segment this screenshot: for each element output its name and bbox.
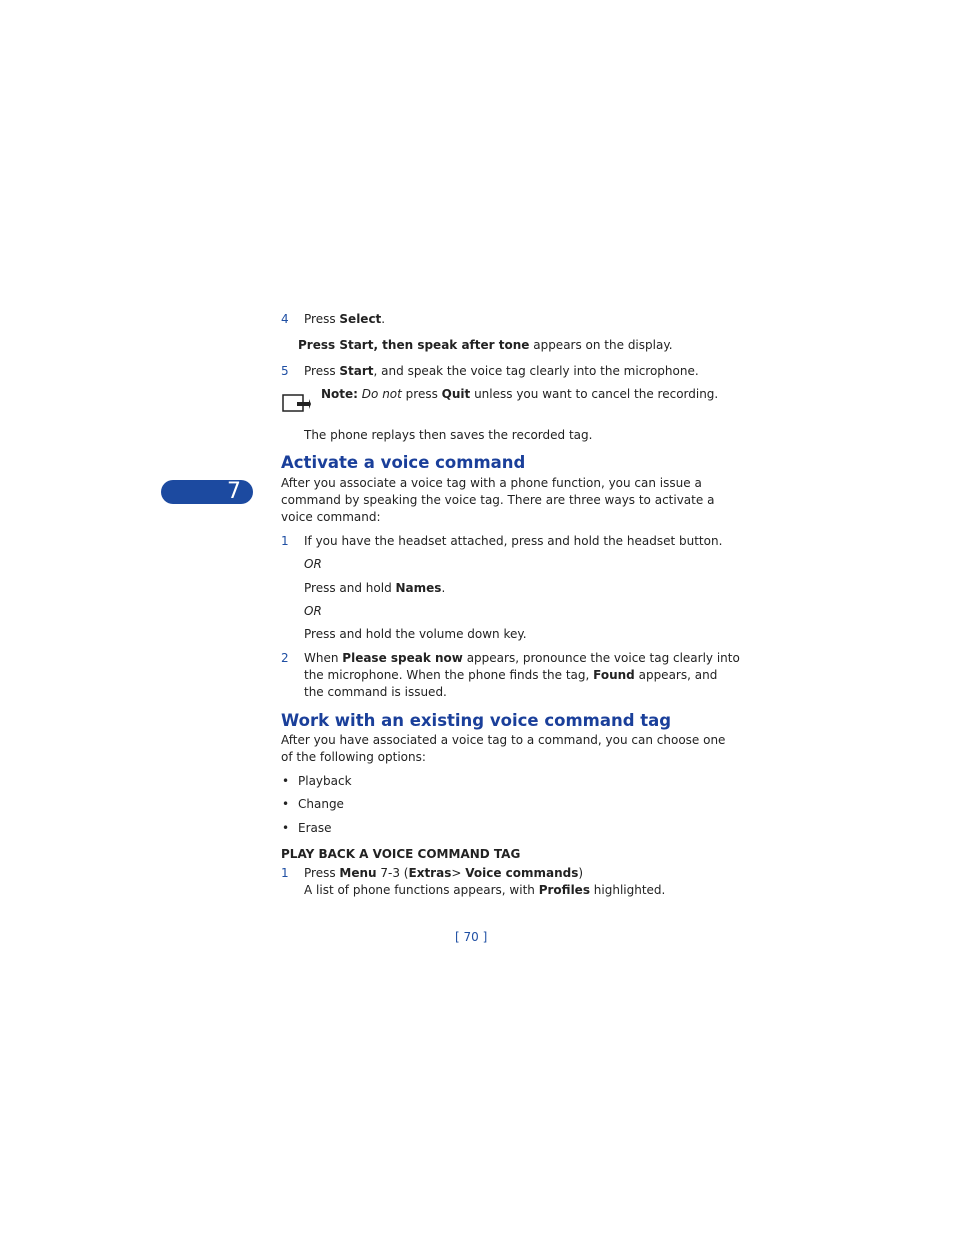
bullet-dot: • xyxy=(282,821,290,835)
note-icon xyxy=(282,394,312,414)
page-number: [ 70 ] xyxy=(455,930,488,944)
bullet-playback: Playback xyxy=(298,774,352,788)
section1-step-1-text: If you have the headset attached, press and hold the headset button. xyxy=(304,534,723,548)
chapter-number: 7 xyxy=(227,479,241,504)
section2-intro-line2: of the following options: xyxy=(281,750,426,764)
section1-intro-line1: After you associate a voice tag with a phone function, you can issue a xyxy=(281,476,702,490)
section1-step-2-line1: When Please speak now appears, pronounce the voice tag clearly into xyxy=(304,651,740,665)
section1-step-2-line2: the microphone. When the phone finds the tag, Found appears, and xyxy=(304,668,718,682)
step-4-number: 4 xyxy=(281,312,289,326)
section1-intro-line3: voice command: xyxy=(281,510,381,524)
chapter-tab xyxy=(161,480,253,504)
subheading-play-back: PLAY BACK A VOICE COMMAND TAG xyxy=(281,847,521,861)
bullet-erase: Erase xyxy=(298,821,332,835)
display-message-line: Press Start, then speak after tone appears on the display. xyxy=(298,338,673,352)
section1-step-2-line3: the command is issued. xyxy=(304,685,447,699)
step-5-number: 5 xyxy=(281,364,289,378)
section1-step-2-number: 2 xyxy=(281,651,289,665)
volume-option: Press and hold the volume down key. xyxy=(304,627,527,641)
or-label-1: OR xyxy=(304,557,322,571)
section2-step-1-line1: Press Menu 7-3 (Extras> Voice commands) xyxy=(304,866,584,880)
section1-intro-line2: command by speaking the voice tag. There are three ways to activate a xyxy=(281,493,715,507)
bullet-dot: • xyxy=(282,774,290,788)
step-5-text: Press Start, and speak the voice tag clearly into the microphone. xyxy=(304,364,699,378)
names-option: Press and hold Names. xyxy=(304,581,446,595)
section-heading-activate: Activate a voice command xyxy=(281,453,526,472)
bullet-change: Change xyxy=(298,797,344,811)
section-heading-existing-tag: Work with an existing voice command tag xyxy=(281,711,672,730)
bullet-dot: • xyxy=(282,797,290,811)
step-4-text: Press Select. xyxy=(304,312,386,326)
section1-step-1-number: 1 xyxy=(281,534,289,548)
note-text: Note: Do not press Quit unless you want to cancel the recording. xyxy=(321,387,719,401)
section2-step-1-number: 1 xyxy=(281,866,289,880)
section2-intro-line1: After you have associated a voice tag to a command, you can choose one xyxy=(281,733,726,747)
replay-text: The phone replays then saves the recorded tag. xyxy=(304,428,593,442)
section2-step-1-line2: A list of phone functions appears, with Profiles highlighted. xyxy=(304,883,666,897)
or-label-2: OR xyxy=(304,604,322,618)
